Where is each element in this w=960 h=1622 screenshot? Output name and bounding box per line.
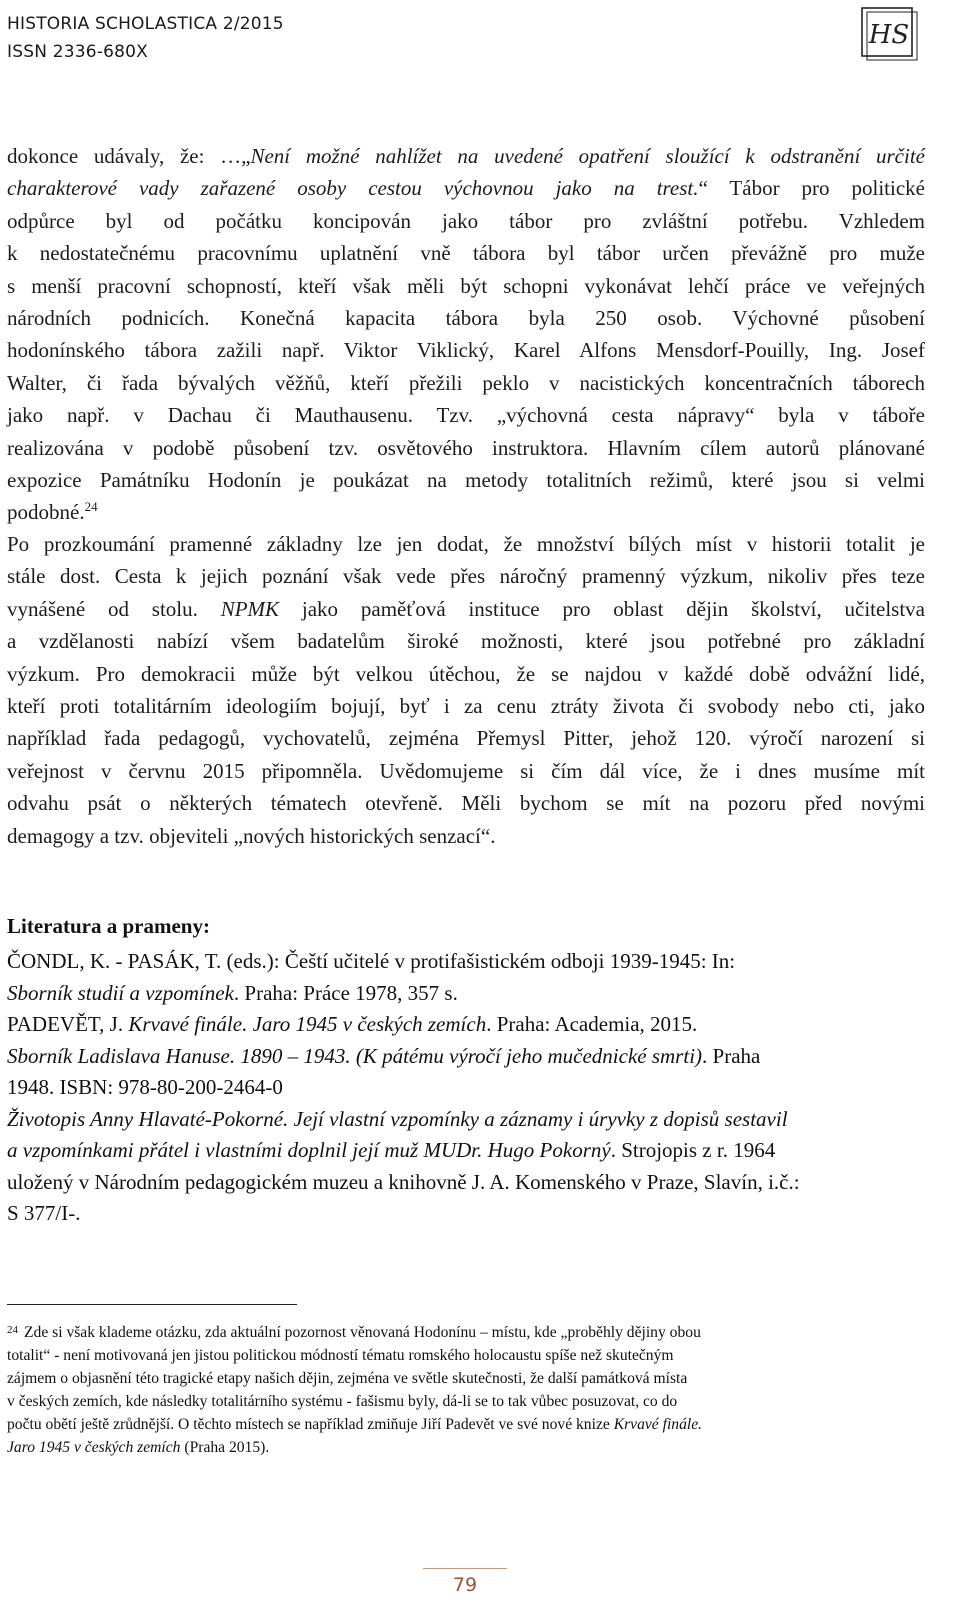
footnote-separator	[7, 1304, 297, 1305]
text-line: odvahu psát o některých tématech otevřeně. Měli bychom se mít na pozoru před novými	[7, 791, 925, 816]
italic-run: Sborník Ladislava Hanuse. 1890 – 1943. (K pátému výročí jeho mučednické smrti)	[7, 1043, 703, 1068]
text-line: odpůrce byl od počátku koncipován jako tábor pro zvláštní potřebu. Vzhledem	[7, 208, 925, 233]
text-line: vynášené od stolu. NPMK jako paměťová instituce pro oblast dějin školství, učitelstva	[7, 596, 925, 621]
footnote-reference: 24	[84, 499, 98, 515]
page-number-rule	[423, 1568, 507, 1569]
italic-run: a vzpomínkami přátel i vlastními doplnil její muž MUDr. Hugo Pokorný	[7, 1138, 611, 1162]
journal-logo	[860, 6, 920, 62]
text-line: a vzdělanosti nabízí všem badatelům široké možnosti, které jsou potřebné pro základní	[7, 629, 925, 654]
text-line: Zde si však klademe otázku, zda aktuální pozornost věnovaná Hodonínu – místu, kde „proběhly dějiny obou	[24, 1324, 701, 1341]
text-line: S 377/I-.	[7, 1201, 81, 1225]
text-line: podobné.$^{24}$	[7, 499, 98, 525]
text-line: výzkum. Pro demokracii může být velkou útěchou, že se najdou v každé době odvážní lidé,	[7, 661, 925, 686]
text-line: realizována v podobě působení tzv. osvětového instruktora. Hlavním cílem autorů plánované	[7, 435, 925, 460]
text-line: zájmem o objasnění této tragické etapy našich dějin, zejména ve světle skutečnosti, že další památková místa	[7, 1370, 688, 1387]
italic-run: Sborník studií a vzpomínek	[7, 980, 234, 1005]
italic-run: NPMK	[220, 596, 280, 621]
italic-run: Není možné nahlížet na uvedené opatření sloužící k odstranění určité	[250, 144, 925, 168]
italic-run: Krvavé finále.	[613, 1416, 703, 1433]
page-number: 79	[452, 1574, 478, 1596]
text-line: Po prozkoumání pramenné základny lze jen dodat, že množství bílých míst v historii totalit je	[7, 532, 925, 556]
text-line: hodonínského tábora zažili např. Viktor Viklický, Karel Alfons Mensdorf-Pouilly, Ing. Josef	[7, 338, 925, 363]
text-line: charakterové vady zařazené osoby cestou výchovnou jako na trest.“ Tábor pro politické	[7, 176, 925, 201]
text-line: veřejnost v červnu 2015 připomněla. Uvědomujeme si čím dál více, že i dnes musíme mít	[7, 758, 925, 783]
italic-run: Životopis Anny Hlavaté-Pokorné. Její vlastní vzpomínky a záznamy i úryvky z dopisů sestavil	[7, 1106, 788, 1131]
issn: ISSN 2336-680X	[7, 42, 149, 62]
literature-heading: Literatura a prameny:	[7, 914, 210, 938]
text-line: Walter, či řada bývalých věžňů, kteří přežili peklo v nacistických koncentračních táborech	[7, 370, 925, 395]
text-line: národních podnicích. Konečná kapacita tábora byla 250 osob. Výchovné působení	[7, 306, 925, 331]
literature-list	[7, 946, 932, 1230]
text-line: jako např. v Dachau či Mauthausenu. Tzv. „výchovná cesta nápravy“ byla v táboře	[7, 403, 925, 428]
text-line: totalit“ - není motivovaná jen jistou politickou módností tématu romského holocaustu spíše než skutečným	[7, 1347, 674, 1364]
footnote-24	[7, 1321, 912, 1459]
text-line: stále dost. Cesta k jejich poznání však vede přes náročný pramenný výzkum, nikoliv přes teze	[7, 564, 925, 589]
text-line: kteří proti totalitárním ideologiím bojují, byť i za cenu ztráty života či svobody nebo cti, jako	[7, 694, 925, 719]
italic-run: charakterové vady zařazené osoby cestou výchovnou jako na trest.	[7, 176, 699, 201]
text-line: demagogy a tzv. objeviteli „nových historických senzací“.	[7, 823, 496, 848]
footnote-number: 24	[7, 1324, 18, 1336]
text-line: dokonce udávaly, že: …„Není možné nahlížet na uvedené opatření sloužící k odstranění určité	[7, 144, 925, 168]
paragraph-2	[7, 528, 925, 852]
text-line: 1948. ISBN: 978-80-200-2464-0	[7, 1075, 283, 1099]
text-line: k nedostatečnému pracovnímu uplatnění vně tábora byl tábor určen převážně pro muže	[7, 241, 925, 266]
text-line: PADEVĚT, J. Krvavé finále. Jaro 1945 v českých zemích. Praha: Academia, 2015.	[7, 1012, 698, 1036]
journal-title: HISTORIA SCHOLASTICA 2/2015	[7, 14, 284, 34]
text-line: například řada pedagogů, vychovatelů, zejména Přemysl Pitter, jehož 120. výročí narození si	[7, 726, 925, 751]
text-line: uložený v Národním pedagogickém muzeu a knihovně J. A. Komenského v Praze, Slavín, i.č.:	[7, 1169, 800, 1194]
text-line: Sborník studií a vzpomínek. Praha: Práce 1978, 357 s.	[7, 980, 458, 1005]
text-line: počtu obětí ještě zrůdnější. O těchto místech se například zmiňuje Jiří Padevět ve své nové knize Krvavé finále.	[7, 1416, 703, 1433]
text-line: Jaro 1945 v českých zemích (Praha 2015).	[7, 1439, 270, 1456]
paragraph-1	[7, 140, 925, 529]
italic-run: Jaro 1945 v českých zemích	[7, 1439, 181, 1456]
italic-run: Krvavé finále. Jaro 1945 v českých zemích	[128, 1012, 487, 1036]
footnote-text	[7, 1321, 912, 1459]
text-line: a vzpomínkami přátel i vlastními doplnil její muž MUDr. Hugo Pokorný. Strojopis z r. 1964	[7, 1138, 776, 1162]
text-line: ČONDL, K. - PASÁK, T. (eds.): Čeští učitelé v protifašistickém odboji 1939-1945: In:	[7, 949, 736, 973]
text-line: v českých zemích, kde následky totalitárního systému - fašismu byly, dá-li se to tak vůbec posuzovat, co do	[7, 1393, 678, 1410]
svg-text:HS: HS	[868, 20, 910, 50]
text-line: expozice Památníku Hodonín je poukázat na metody totalitních režimů, které jsou si velmi	[7, 468, 925, 493]
text-line: s menší pracovní schopností, kteří však měli být schopni vykonávat lehčí práce ve veřejných	[7, 273, 925, 298]
text-line: Sborník Ladislava Hanuse. 1890 – 1943. (K pátému výročí jeho mučednické smrti). Praha	[7, 1043, 761, 1068]
text-line	[7, 1104, 932, 1136]
